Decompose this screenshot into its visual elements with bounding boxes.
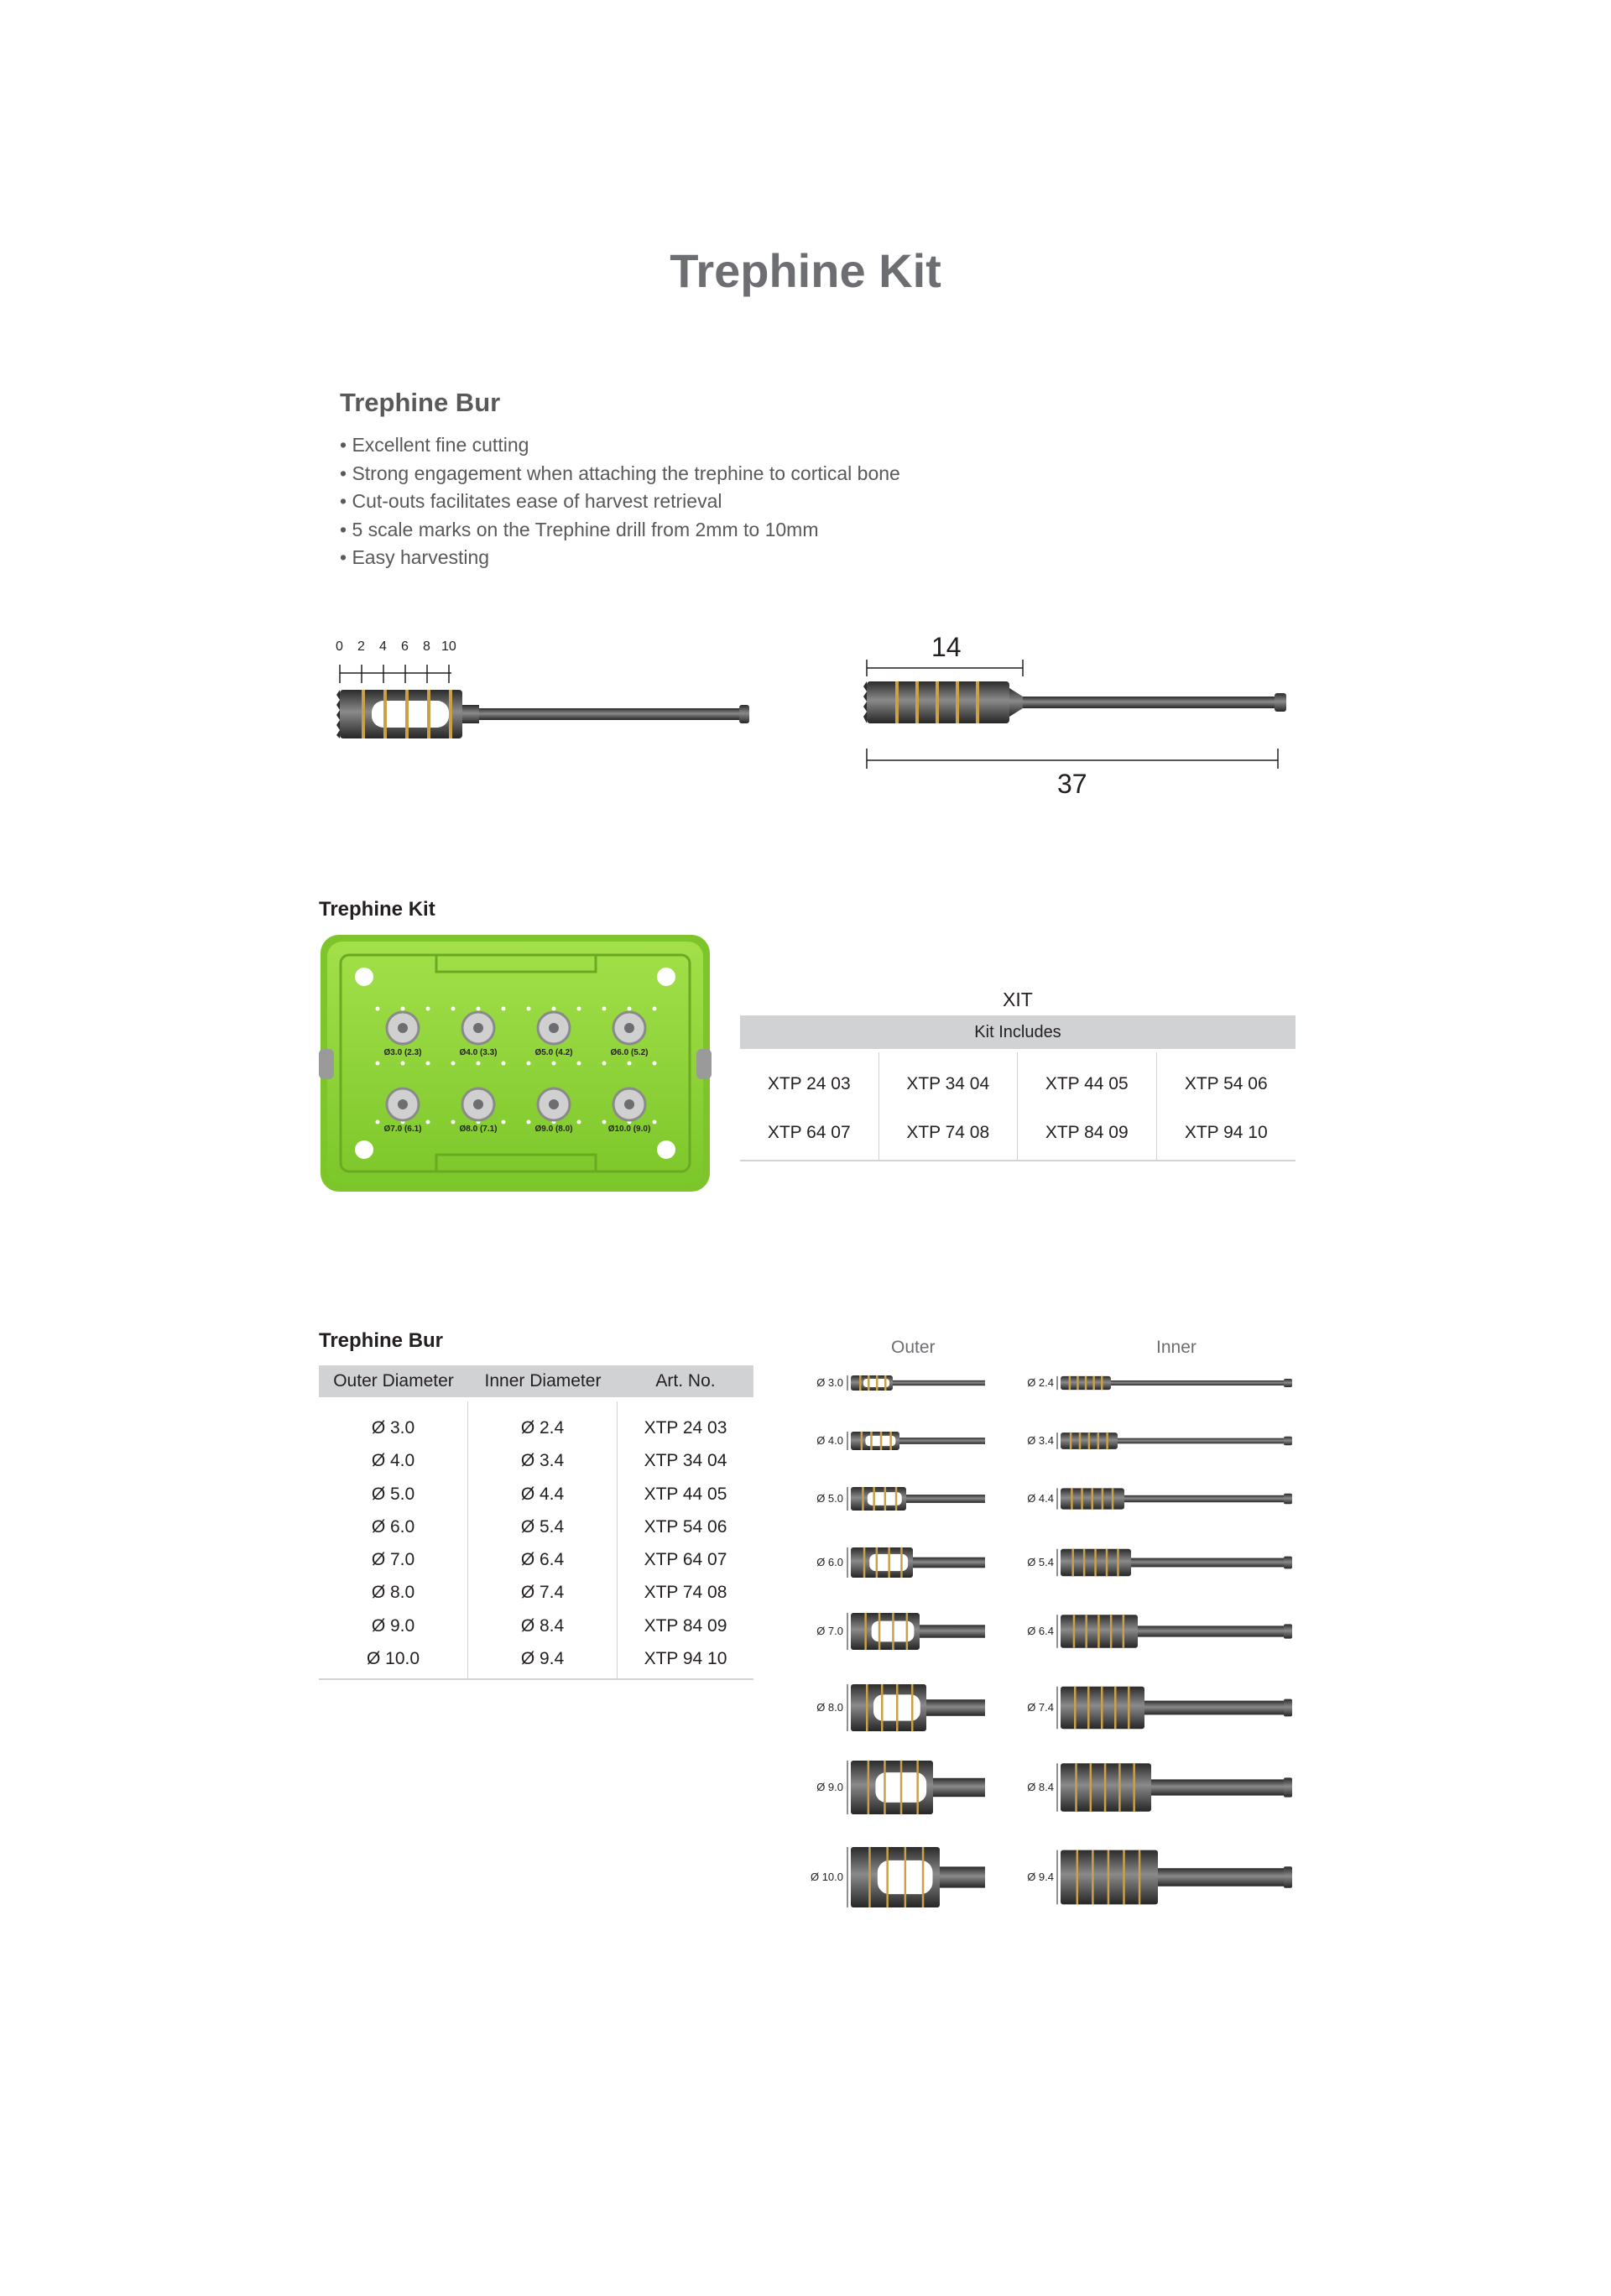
scale-mark: 6 <box>401 639 409 654</box>
inner-size-label: Ø 2.4 <box>1027 1376 1054 1389</box>
kit-item: XTP 74 08 <box>879 1111 1019 1160</box>
outer-size-label: Ø 8.0 <box>816 1701 843 1714</box>
table-cell: XTP 64 07 <box>644 1550 727 1570</box>
column-header: Outer Diameter <box>333 1371 454 1391</box>
table-cell: XTP 34 04 <box>644 1451 727 1471</box>
scale-mark: 10 <box>441 639 456 654</box>
feature-item: • Cut-outs facilitates ease of harvest retrieval <box>340 488 900 516</box>
kit-item: XTP 54 06 <box>1184 1074 1268 1093</box>
inner-drill-image <box>1056 1484 1299 1514</box>
outer-size-label: Ø 10.0 <box>810 1871 843 1883</box>
outer-drill-image <box>846 1681 988 1735</box>
tray-slot-label: Ø8.0 (7.1) <box>459 1125 498 1134</box>
tray-slot-label: Ø6.0 (5.2) <box>610 1048 649 1057</box>
table-cell: Ø 2.4 <box>520 1418 565 1438</box>
outer-drill-image <box>846 1757 988 1818</box>
scale-mark: 0 <box>336 639 343 654</box>
art-no-column <box>618 1401 753 1678</box>
outer-drill-image <box>846 1544 988 1581</box>
tray-slot-label: Ø3.0 (2.3) <box>383 1048 422 1057</box>
inner-column-label: Inner <box>1156 1338 1197 1357</box>
table-cell: Ø 4.4 <box>520 1484 565 1504</box>
bur-table-title: Trephine Bur <box>319 1329 444 1352</box>
inner-drill-image <box>1056 1844 1299 1911</box>
trephine-drill-scale-illustration <box>331 655 759 747</box>
tray-slot-label: Ø5.0 (4.2) <box>534 1048 573 1057</box>
table-cell: Ø 9.4 <box>520 1649 565 1669</box>
feature-list <box>340 431 900 572</box>
bur-section-title: Trephine Bur <box>340 388 501 417</box>
bur-table-body <box>319 1401 753 1680</box>
inner-size-label: Ø 4.4 <box>1027 1492 1054 1505</box>
outer-drill-image <box>846 1428 988 1453</box>
outer-drill-image <box>846 1484 988 1514</box>
table-cell: Ø 7.4 <box>520 1583 565 1603</box>
feature-item: • Strong engagement when attaching the trephine to cortical bone <box>340 460 900 488</box>
column-header: Inner Diameter <box>484 1371 602 1391</box>
table-cell: Ø 8.0 <box>371 1583 415 1603</box>
bur-table-header <box>319 1365 753 1397</box>
kit-caption: XIT <box>1003 989 1033 1010</box>
outer-size-label: Ø 6.0 <box>816 1556 843 1568</box>
inner-size-label: Ø 8.4 <box>1027 1781 1054 1793</box>
outer-size-label: Ø 3.0 <box>816 1376 843 1389</box>
column-header: Art. No. <box>655 1371 716 1391</box>
kit-item: XTP 64 07 <box>740 1111 879 1160</box>
table-cell: Ø 7.0 <box>371 1550 415 1570</box>
tray-slot-label: Ø7.0 (6.1) <box>383 1125 422 1134</box>
trephine-kit-tray-image <box>319 933 713 1195</box>
outer-drill-image <box>846 1610 988 1653</box>
table-cell: Ø 3.4 <box>520 1451 565 1471</box>
dimension-long: 37 <box>1057 769 1087 799</box>
kit-item: XTP 34 04 <box>879 1052 1019 1111</box>
table-cell: XTP 84 09 <box>644 1615 727 1636</box>
kit-item: XTP 94 10 <box>1184 1123 1268 1142</box>
table-cell: XTP 74 08 <box>644 1583 727 1603</box>
inner-drill-image <box>1056 1372 1299 1394</box>
table-cell: XTP 54 06 <box>644 1516 727 1537</box>
table-cell: Ø 8.4 <box>520 1615 565 1636</box>
kit-item: XTP 24 03 <box>740 1052 879 1111</box>
kit-includes-table <box>740 1052 1296 1161</box>
outer-size-label: Ø 5.0 <box>816 1492 843 1505</box>
table-cell: Ø 5.4 <box>520 1516 565 1537</box>
outer-column-label: Outer <box>891 1338 936 1357</box>
inner-size-label: Ø 5.4 <box>1027 1556 1054 1568</box>
tray-slot-label: Ø9.0 (8.0) <box>534 1125 573 1134</box>
inner-size-label: Ø 3.4 <box>1027 1434 1054 1447</box>
feature-item: • Easy harvesting <box>340 544 900 572</box>
kit-includes-header: Kit Includes <box>740 1015 1296 1049</box>
table-cell: Ø 10.0 <box>366 1649 420 1669</box>
table-cell: XTP 44 05 <box>644 1484 727 1504</box>
dimension-short: 14 <box>931 632 962 662</box>
feature-item: • Excellent fine cutting <box>340 431 900 460</box>
scale-mark: 8 <box>423 639 430 654</box>
tray-slot-label: Ø10.0 (9.0) <box>607 1125 651 1134</box>
table-cell: Ø 3.0 <box>371 1418 415 1438</box>
inner-drill-image <box>1056 1428 1299 1453</box>
trephine-drill-dimension-illustration <box>860 655 1301 772</box>
kit-section-title: Trephine Kit <box>319 898 435 921</box>
table-cell: Ø 9.0 <box>371 1615 415 1636</box>
outer-diameter-column <box>319 1401 468 1678</box>
inner-drill-image <box>1056 1681 1299 1735</box>
kit-item: XTP 44 05 <box>1018 1052 1157 1111</box>
table-cell: Ø 4.0 <box>371 1451 415 1471</box>
outer-drill-image <box>846 1372 988 1394</box>
scale-mark: 4 <box>379 639 387 654</box>
table-cell: XTP 24 03 <box>644 1418 727 1438</box>
outer-size-label: Ø 9.0 <box>816 1781 843 1793</box>
table-cell: Ø 5.0 <box>371 1484 415 1504</box>
scale-mark: 2 <box>357 639 365 654</box>
inner-drill-image <box>1056 1610 1299 1653</box>
table-cell: XTP 94 10 <box>644 1649 727 1669</box>
inner-size-label: Ø 7.4 <box>1027 1701 1054 1714</box>
kit-item: XTP 84 09 <box>1018 1111 1157 1160</box>
outer-size-label: Ø 7.0 <box>816 1625 843 1637</box>
page-title: Trephine Kit <box>670 244 941 297</box>
feature-item: • 5 scale marks on the Trephine drill from 2mm to 10mm <box>340 516 900 545</box>
inner-size-label: Ø 6.4 <box>1027 1625 1054 1637</box>
inner-drill-image <box>1056 1757 1299 1818</box>
table-cell: Ø 6.4 <box>520 1550 565 1570</box>
outer-drill-image <box>846 1844 988 1911</box>
outer-size-label: Ø 4.0 <box>816 1434 843 1447</box>
inner-size-label: Ø 9.4 <box>1027 1871 1054 1883</box>
inner-drill-image <box>1056 1544 1299 1581</box>
inner-diameter-column <box>468 1401 618 1678</box>
tray-slot-label: Ø4.0 (3.3) <box>459 1048 498 1057</box>
table-cell: Ø 6.0 <box>371 1516 415 1537</box>
